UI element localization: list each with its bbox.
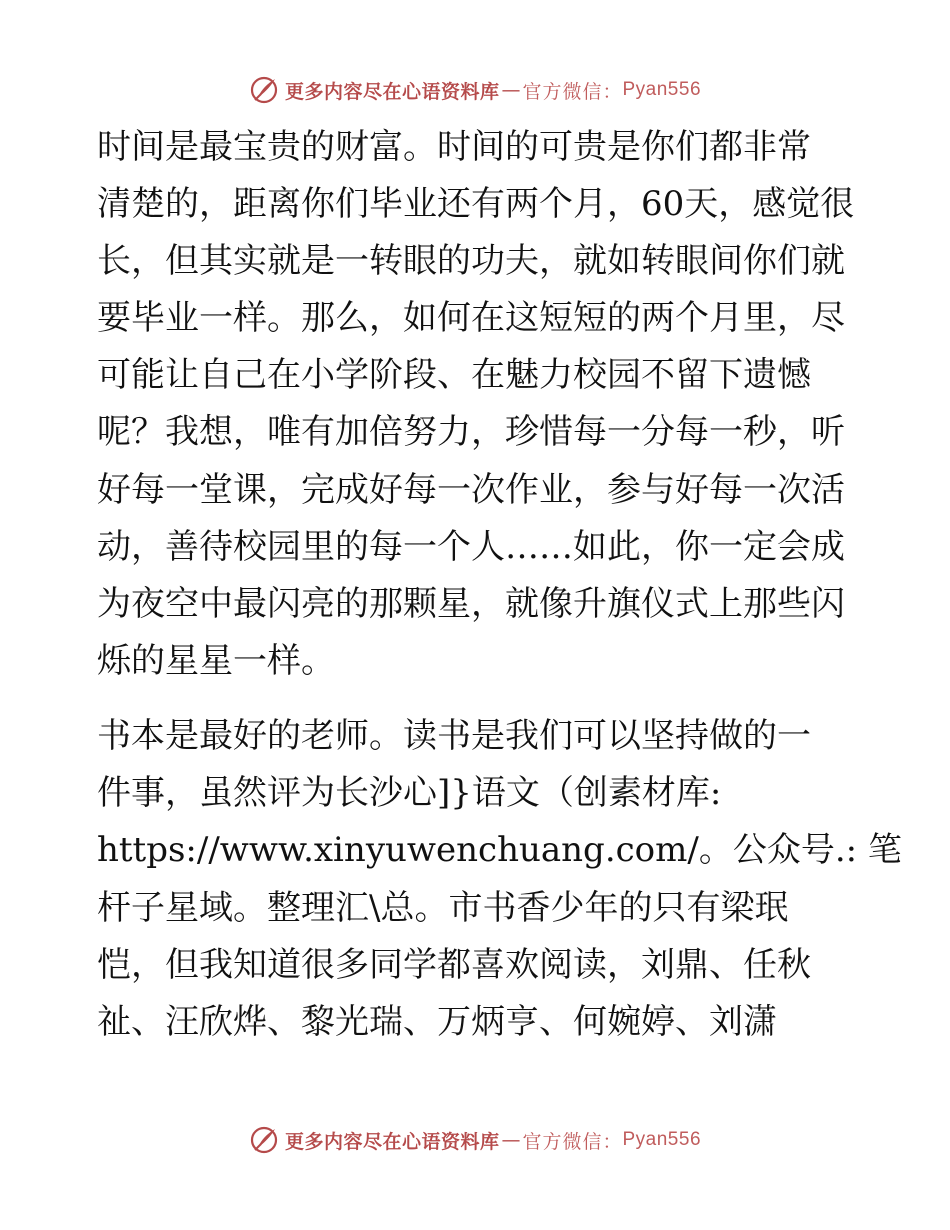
text-line: 时间是最宝贵的财富。时间的可贵是你们都非常	[97, 127, 811, 167]
footer-watermark	[0, 1123, 950, 1157]
banner-title: 更多内容尽在心语资料库	[284, 80, 500, 103]
text-line: 动，善待校园里的每一个人……如此，你一定会成	[97, 527, 845, 567]
text-line: 长，但其实就是一转眼的功夫，就如转眼间你们就	[97, 241, 845, 281]
text-line: 为夜空中最闪亮的那颗星，就像升旗仪式上那些闪	[97, 584, 845, 624]
banner-dash: —	[501, 1129, 521, 1151]
banner-title: 更多内容尽在心语资料库	[284, 1130, 500, 1153]
text-line: https://www.xinyuwenchuang.com/。公众号.: 笔	[97, 830, 902, 870]
text-line: 件事，虽然评为长沙心]}语文（创素材库:	[97, 773, 722, 813]
text-line: 恺，但我知道很多同学都喜欢阅读，刘鼎、任秋	[97, 945, 811, 985]
banner-wechat-label: 官方微信：	[522, 80, 623, 103]
text-line: 祉、汪欣烨、黎光瑞、万炳亨、何婉婷、刘潇	[97, 1002, 777, 1042]
text-line: 烁的星星一样。	[97, 641, 335, 681]
banner-wechat-id: Pyan556	[622, 1129, 702, 1150]
text-line: 杆子星域。整理汇\总。市书香少年的只有梁珉	[97, 888, 789, 928]
banner-wechat-label: 官方微信：	[522, 1130, 623, 1153]
text-line: 呢？我想，唯有加倍努力，珍惜每一分每一秒，听	[97, 412, 845, 452]
text-line: 可能让自己在小学阶段、在魅力校园不留下遗憾	[97, 355, 811, 395]
banner-wechat-id: Pyan556	[622, 79, 702, 100]
banner-dash: —	[501, 79, 521, 101]
quill-logo-icon	[249, 1125, 279, 1155]
text-line: 好每一堂课，完成好每一次作业，参与好每一次活	[97, 470, 845, 510]
text-line: 清楚的，距离你们毕业还有两个月，60天，感觉很	[97, 184, 855, 224]
text-line: 要毕业一样。那么，如何在这短短的两个月里，尽	[97, 298, 845, 338]
text-line: 书本是最好的老师。读书是我们可以坚持做的一	[97, 716, 811, 756]
